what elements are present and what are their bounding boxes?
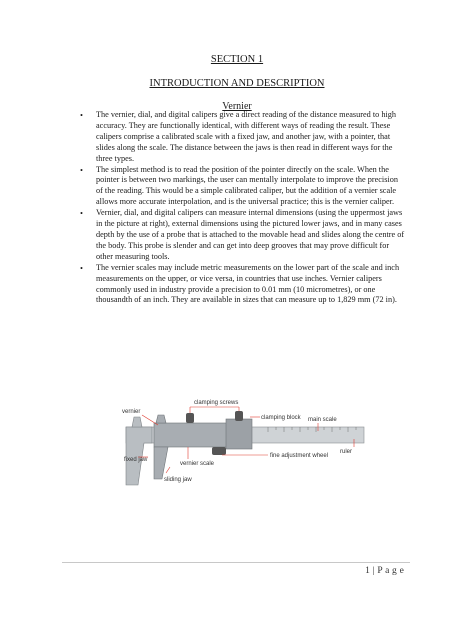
label-vernier-scale: vernier scale (180, 461, 215, 467)
label-vernier: vernier (122, 409, 141, 415)
clamping-block-shape (226, 419, 252, 449)
fixed-jaw-shape (126, 427, 152, 485)
sub-heading: Vernier (222, 101, 252, 112)
label-main-scale: main scale (308, 417, 337, 423)
bullet-list (80, 110, 406, 306)
clamping-screw-icon (186, 413, 194, 423)
bullet-item: • The vernier scales may include metric measurements on the lower part of the scale and inch measurements on the upper, or vice versa, in countries that use inches. Vernier calipers commonly used in industry provide a precision to 0.01 mm (10 micrometres), or one thousandth of an inch. They are available in sizes that can measure up to 1,829 mm (72 in). (80, 263, 406, 307)
footer-divider (62, 562, 410, 563)
bullet-item: • The vernier, dial, and digital calipers give a direct reading of the distance measured to high accuracy. They are functionally identical, with different ways of reading the result. These calipers comprise a calibrated scale with a fixed jaw, and another jaw, with a pointer, that slides along the scale. The distance between the jaws is then read in different ways for the three types. (80, 110, 406, 165)
label-clamping-block: clamping block (261, 415, 301, 421)
label-fixed-jaw: fixed jaw (124, 457, 148, 463)
fixed-upper-jaw (132, 417, 142, 427)
label-sliding-jaw: sliding jaw (164, 477, 192, 483)
sliding-upper-jaw (156, 415, 166, 423)
chapter-heading: INTRODUCTION AND DESCRIPTION (149, 78, 325, 89)
clamping-screw-icon (235, 411, 243, 421)
label-ruler: ruler (340, 449, 353, 455)
sliding-jaw-shape (154, 447, 168, 479)
bullet-item: • Vernier, dial, and digital calipers can measure internal dimensions (using the uppermost jaws in the picture at right), external dimensions using the pictured lower jaws, and in many cases depth by the use of a probe that is attached to the movable head and slides along the centre of the body. This probe is slender and can get into deep grooves that may prove difficult for other measuring tools. (80, 208, 406, 263)
page-number: 1 | P a g e (365, 566, 404, 576)
vernier-caliper-figure (118, 395, 368, 495)
section-heading: SECTION 1 (210, 54, 264, 65)
label-fine-adjustment-wheel: fine adjustment wheel (270, 453, 329, 459)
label-clamping-screws: clamping screws (194, 400, 239, 406)
bullet-item: • The simplest method is to read the position of the pointer directly on the scale. When the pointer is between two markings, the user can mentally interpolate to improve the precision of the reading. This would be a simple calibrated caliper, but the addition of a vernier scale allows more accurate interpolation, and is the universal practice; this is the vernier caliper. (80, 165, 406, 209)
fine-adjustment-wheel-icon (212, 447, 226, 455)
